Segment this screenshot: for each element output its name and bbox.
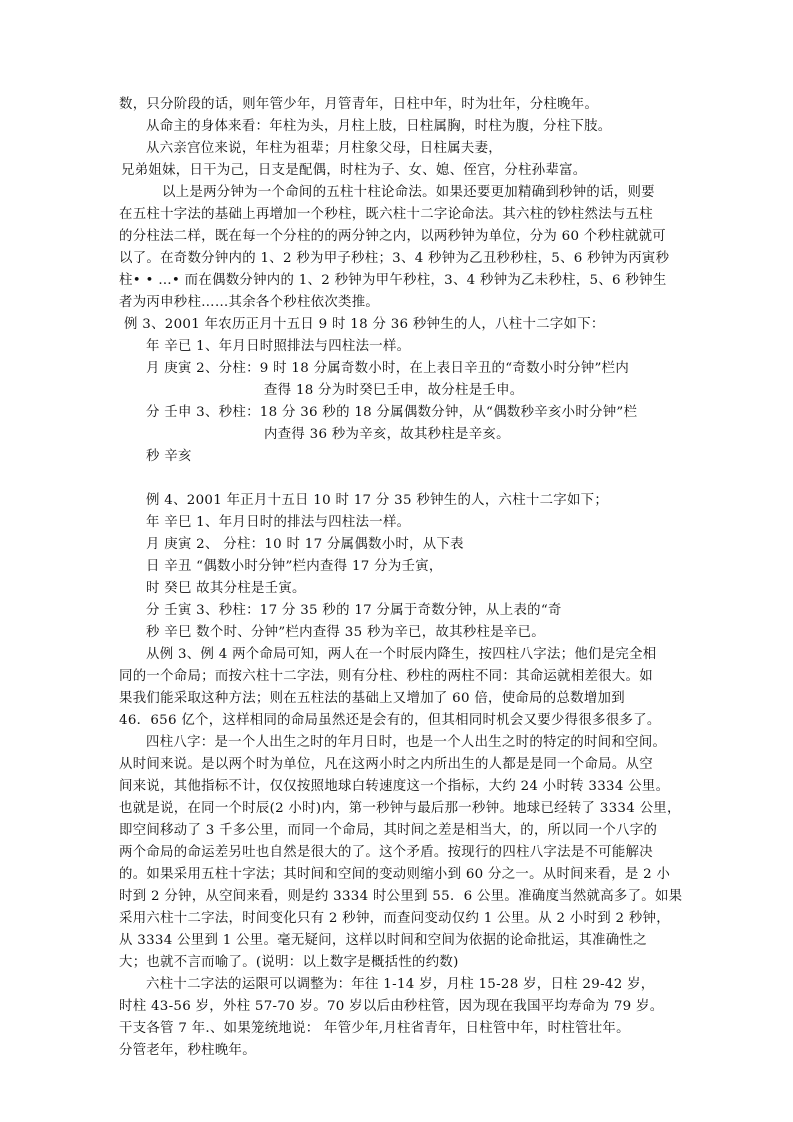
text-line-19: 年 辛巳 1、年月日时的排法与四柱法一样。 (146, 515, 411, 530)
text-line-5: 以上是两分钟为一个命间的五柱十柱论命法。如果还要更加精确到秒钟的话，则要 (162, 185, 655, 200)
text-line-33: 即空间移动了 3 千多公里，而同一个命局，其时间之差是相当大，的，所以同一个八字的 (119, 823, 658, 838)
text-line-26: 同的一个命局；而按六柱十二字法，则有分柱、秒柱的两柱不同：其命运就相差很大。如 (119, 669, 653, 684)
text-line-35: 的。如果采用五柱十字法；其时间和空间的变动则缩小到 60 分之一。从时间来看，是 2 小 (119, 867, 671, 882)
text-line-41: 时柱 43-56 岁，外柱 57-70 岁。70 岁以后由秒柱管，因为现在我国平均寿命为 79 岁。 (119, 999, 664, 1014)
text-line-10: 者为丙申秒柱……其余各个秒柱依次类推。 (119, 295, 380, 310)
text-line-29: 四柱八字：是一个人出生之时的年月日时，也是一个人出生之时的特定的时间和空间。 (146, 735, 667, 750)
text-line-36: 时到 2 分钟，从空间来看，则是约 3334 时公里到 55．6 公里。准确度当然就高多了。如果 (119, 889, 683, 904)
text-line-20: 月 庚寅 2、 分柱：10 时 17 分属偶数小时，从下表 (146, 537, 464, 552)
text-line-17: 秒 辛亥 (146, 449, 192, 464)
text-line-9: 柱• • …• 而在偶数分钟内的 1、2 秒钟为甲午秒柱，3、4 秒钟为乙未秒柱，5、6 秒钟生 (119, 273, 667, 288)
text-line-7: 的分柱法二样，既在每一个分柱的的两分钟之内，以两秒钟为单位，分为 60 个秒柱就就可 (119, 229, 666, 244)
text-line-23: 分 壬寅 3、秒柱：17 分 35 秒的 17 分属于奇数分钟，从上表的“奇 (146, 603, 562, 618)
text-line-4: 兄弟姐妹，日干为己，日支是配偶，时柱为子、女、媳、侄宫，分柱孙辈富。 (121, 163, 587, 178)
text-line-30: 从时间来说。是以两个时为单位，凡在这两小时之内所出生的人都是是同一个命局。从空 (119, 757, 653, 772)
text-line-2: 从命主的身体来看：年柱为头，月柱上肢，日柱属胸，时柱为腹，分柱下肢。 (146, 119, 612, 134)
text-line-13: 月 庚寅 2、分柱：9 时 18 分属奇数小时，在上表日辛丑的“奇数小时分钟”栏内 (146, 361, 630, 376)
text-line-28: 46．656 亿个，这样相同的命局虽然还是会有的，但其相同时机会又要少得很多很多了。 (119, 713, 661, 728)
text-line-1: 数，只分阶段的话，则年管少年，月管青年，日柱中年，时为壮年，分柱晚年。 (119, 97, 599, 112)
text-line-42: 干支各管 7 年.、如果笼统地说： 年管少年,月柱省青年，日柱管中年，时柱管壮年。 (119, 1021, 630, 1036)
text-line-24: 秒 辛巳 数个时、分钟”栏内查得 35 秒为辛已，故其秒柱是辛已。 (146, 625, 545, 640)
text-line-15: 分 壬申 3、秒柱：18 分 36 秒的 18 分属偶数分钟，从“偶数秒辛亥小时分钟”栏 (146, 405, 638, 420)
text-line-31: 间来说，其他指标不计，仅仅按照地球白转速度这一个指标，大约 24 小时转 3334 公里。 (119, 779, 670, 794)
text-line-3: 从六亲宫位来说，年柱为祖辈；月柱象父母，日柱属夫妻， (146, 141, 502, 156)
text-line-39: 大；也就不言而喻了。(说明：以上数字是概括性的约数) (119, 955, 459, 970)
text-line-32: 也就是说，在同一个时辰(2 小时)内，第一秒钟与最后那一秒钟。地球已经转了 3334 公里， (119, 801, 681, 816)
text-line-34: 两个命局的命运差另吐也自然是很大的了。这个矛盾。按现行的四柱八字法是不可能解决 (119, 845, 653, 860)
text-line-12: 年 辛已 1、年月日时照排法与四柱法一样。 (146, 339, 411, 354)
text-line-37: 采用六柱十二字法，时间变化只有 2 秒钟，而查问变动仅约 1 公里。从 2 小时到 2 秒钟， (119, 911, 670, 926)
text-line-40: 六柱十二字法的运限可以调整为：年往 1-14 岁，月柱 15-28 岁，日柱 29-42 岁， (146, 977, 655, 992)
text-line-14: 查得 18 分为时癸巳壬申，故分柱是壬申。 (264, 383, 524, 398)
text-line-16: 内查得 36 秒为辛亥，故其秒柱是辛亥。 (264, 427, 510, 442)
text-line-6: 在五柱十字法的基础上再增加一个秒柱，既六柱十二字论命法。其六柱的钞柱然法与五柱 (119, 207, 653, 222)
text-line-27: 果我们能采取这种方法；则在五柱法的基础上又增加了 60 倍，使命局的总数增加到 (119, 691, 625, 706)
text-line-11: 例 3、2001 年农历正月十五日 9 时 18 分 36 秒钟生的人，八柱十二字如下： (124, 317, 605, 332)
text-line-25: 从例 3、例 4 两个命局可知，两人在一个时辰内降生，按四柱八字法；他们是完全相 (146, 647, 657, 662)
text-line-8: 以了。在奇数分钟内的 1、2 秒为甲子秒柱；3、4 秒钟为乙丑秒秒柱，5、6 秒钟为丙寅秒 (119, 251, 670, 266)
text-line-22: 时 癸巳 故其分柱是壬寅。 (146, 581, 306, 596)
text-line-38: 从 3334 公里到 1 公里。毫无疑问，这样以时间和空间为依据的论命批运，其准确性之 (119, 933, 647, 948)
text-line-18: 例 4、2001 年正月十五日 10 时 17 分 35 秒钟生的人，六柱十二字如下； (146, 493, 609, 508)
text-line-43: 分管老年，秒柱晚年。 (119, 1043, 256, 1058)
text-line-21: 日 辛丑 “偶数小时分钟”栏内查得 17 分为壬寅， (146, 559, 443, 574)
